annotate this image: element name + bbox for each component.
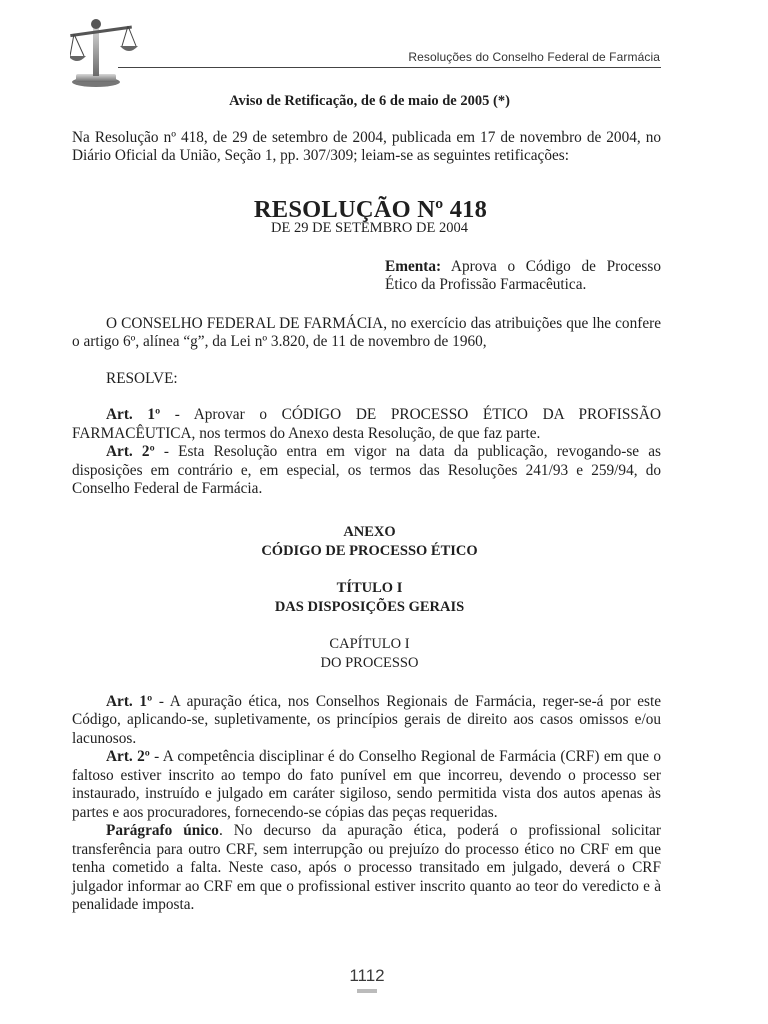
title-number: TÍTULO I [336,579,403,596]
ementa-label: Ementa: [385,257,442,275]
annex-article [72,748,661,822]
notice-title: Aviso de Retificação, de 6 de maio de 2005 (*) [229,93,510,109]
document-body [72,92,661,915]
ementa-text: Aprova o Código de Processo Ético da Profissão Farmacêutica. [385,257,661,293]
title-name: DAS DISPOSIÇÕES GERAIS [274,598,465,615]
ementa [385,258,661,295]
page-tab-decoration [357,989,377,993]
paragraph-label: Parágrafo único [106,822,219,839]
resolve-label: RESOLVE: [106,369,178,387]
article-text: - Esta Resolução entra em vigor na data da publicação, revogando-se as disposições em contrário e, em especial, os termos das Resoluções 241/93 e 259/94, do Conselho Federal de Farmácia. [72,443,662,497]
article-label: Art. 1º [106,406,161,423]
paragraph-text: . No decurso da apuração ética, poderá o profissional solicitar transferência para outro CRF, sem interrupção ou prejuízo do processo ético no CRF em que tenha cometido a falta. Neste caso, após o processo transitado em julgado, deverá o CRF julgador informar ao CRF em que o profissional estiver inscrito quanto ao teor do veredicto e à penalidade imposta. [72,822,661,913]
scales-of-justice-icon [70,16,146,88]
resolution-date: DE 29 DE SETEMBRO DE 2004 [271,219,468,236]
paragraph-unico [72,822,661,915]
article-label: Art. 2º [106,748,150,765]
notice-text: Na Resolução nº 418, de 29 de setembro de 2004, publicada em 17 de novembro de 2004, no Diário Oficial da União, Seção 1, pp. 307/309; leiam-se as seguintes retificações: [72,128,661,164]
resolution-article [72,443,661,499]
annex-subtitle: CÓDIGO DE PROCESSO ÉTICO [261,542,478,559]
annex-title: ANEXO [343,523,396,540]
article-text: - A apuração ética, nos Conselhos Regionais de Farmácia, reger-se-á por este Código, aplicando-se, supletivamente, os princípios gerais de direito aos casos omissos e/ou lacunosos. [72,692,661,747]
article-text: - A competência disciplinar é do Conselho Regional de Farmácia (CRF) em que o faltoso estiver inscrito ao tempo do fato punível em que incorreu, devendo o processo ser instaurado, instruído e julgado em caráter sigiloso, sendo permitida vista dos autos apenas às partes e aos procuradores, fornecendo-se cópias das peças requeridas. [72,748,661,821]
article-label: Art. 2º [106,443,155,460]
preamble: O CONSELHO FEDERAL DE FARMÁCIA, no exercício das atribuições que lhe confere o artigo 6º, alínea “g”, da Lei nº 3.820, de 11 de novembro de 1960, [72,314,661,350]
header-divider [118,67,661,68]
header-title: Resoluções do Conselho Federal de Farmácia [408,50,660,64]
resolution-article [72,406,661,443]
resolution-title: RESOLUÇÃO Nº 418 [253,195,488,223]
page-number: 1112 [349,966,385,985]
chapter-name: DO PROCESSO [320,654,419,671]
article-label: Art. 1º [106,692,153,710]
chapter-number: CAPÍTULO I [329,635,410,652]
article-text: - Aprovar o CÓDIGO DE PROCESSO ÉTICO DA PROFISSÃO FARMACÊUTICA, nos termos do Anexo desta Resolução, de que faz parte. [72,406,661,442]
annex-article [72,693,661,749]
